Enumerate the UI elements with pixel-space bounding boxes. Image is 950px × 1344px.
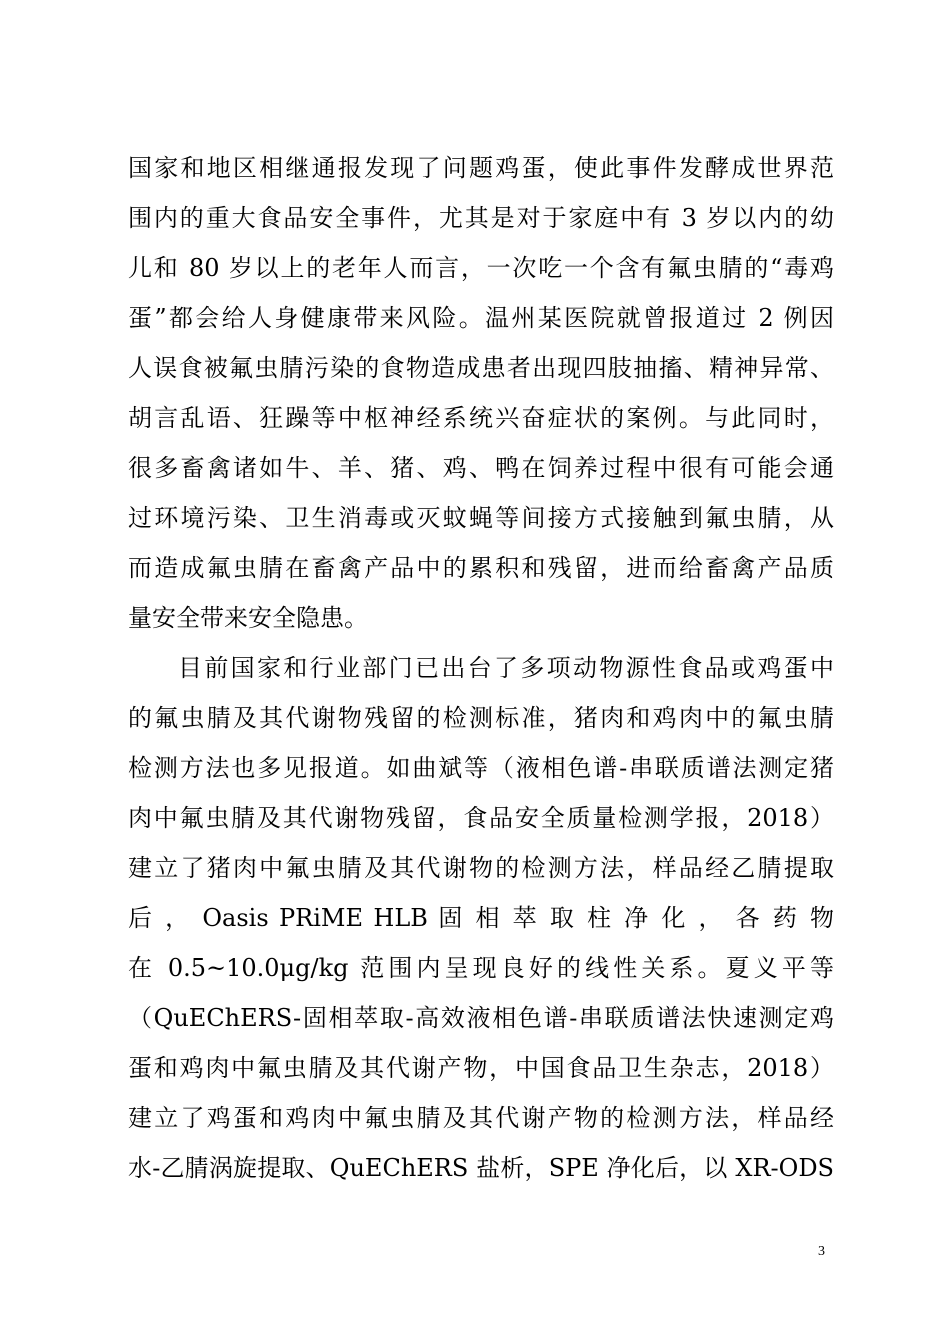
- text-line: 过环境污染、卫生消毒或灭蚊蝇等间接方式接触到氟虫腈，从: [128, 504, 834, 532]
- text-line: 量安全带来安全隐患。: [128, 604, 368, 632]
- text-line: 围内的重大食品安全事件，尤其是对于家庭中有 3 岁以内的幼: [128, 204, 834, 232]
- text-line: 后 ， Oasis PRiME HLB 固 相 萃 取 柱 净 化 ， 各 药 物: [128, 904, 834, 932]
- text-line: 肉中氟虫腈及其代谢物残留，食品安全质量检测学报，2018）: [128, 804, 834, 832]
- text-line: 人误食被氟虫腈污染的食物造成患者出现四肢抽搐、精神异常、: [128, 354, 834, 382]
- text-line: （QuEChERS-固相萃取-高效液相色谱-串联质谱法快速测定鸡: [128, 1004, 834, 1032]
- text-line: 建立了猪肉中氟虫腈及其代谢物的检测方法，样品经乙腈提取: [128, 854, 834, 882]
- text-line: 检测方法也多见报道。如曲斌等（液相色谱-串联质谱法测定猪: [128, 754, 834, 782]
- paragraph-first-line: 目前国家和行业部门已出台了多项动物源性食品或鸡蛋中: [178, 654, 834, 682]
- text-line: 建立了鸡蛋和鸡肉中氟虫腈及其代谢产物的检测方法，样品经: [128, 1104, 834, 1132]
- text-line: 蛋”都会给人身健康带来风险。温州某医院就曾报道过 2 例因: [128, 304, 834, 332]
- text-line: 很多畜禽诸如牛、羊、猪、鸡、鸭在饲养过程中很有可能会通: [128, 454, 834, 482]
- text-line: 胡言乱语、狂躁等中枢神经系统兴奋症状的案例。与此同时，: [128, 404, 834, 432]
- text-line: 水-乙腈涡旋提取、QuEChERS 盐析，SPE 净化后，以 XR-ODS: [128, 1154, 834, 1182]
- text-line: 在 0.5~10.0μg/kg 范围内呈现良好的线性关系。夏义平等: [128, 954, 834, 982]
- text-line: 国家和地区相继通报发现了问题鸡蛋，使此事件发酵成世界范: [128, 154, 834, 182]
- text-line: 蛋和鸡肉中氟虫腈及其代谢产物，中国食品卫生杂志，2018）: [128, 1054, 834, 1082]
- text-line: 的氟虫腈及其代谢物残留的检测标准，猪肉和鸡肉中的氟虫腈: [128, 704, 834, 732]
- text-line: 儿和 80 岁以上的老年人而言，一次吃一个含有氟虫腈的“毒鸡: [128, 254, 834, 282]
- text-line: 而造成氟虫腈在畜禽产品中的累积和残留，进而给畜禽产品质: [128, 554, 834, 582]
- page-number: 3: [818, 1244, 825, 1259]
